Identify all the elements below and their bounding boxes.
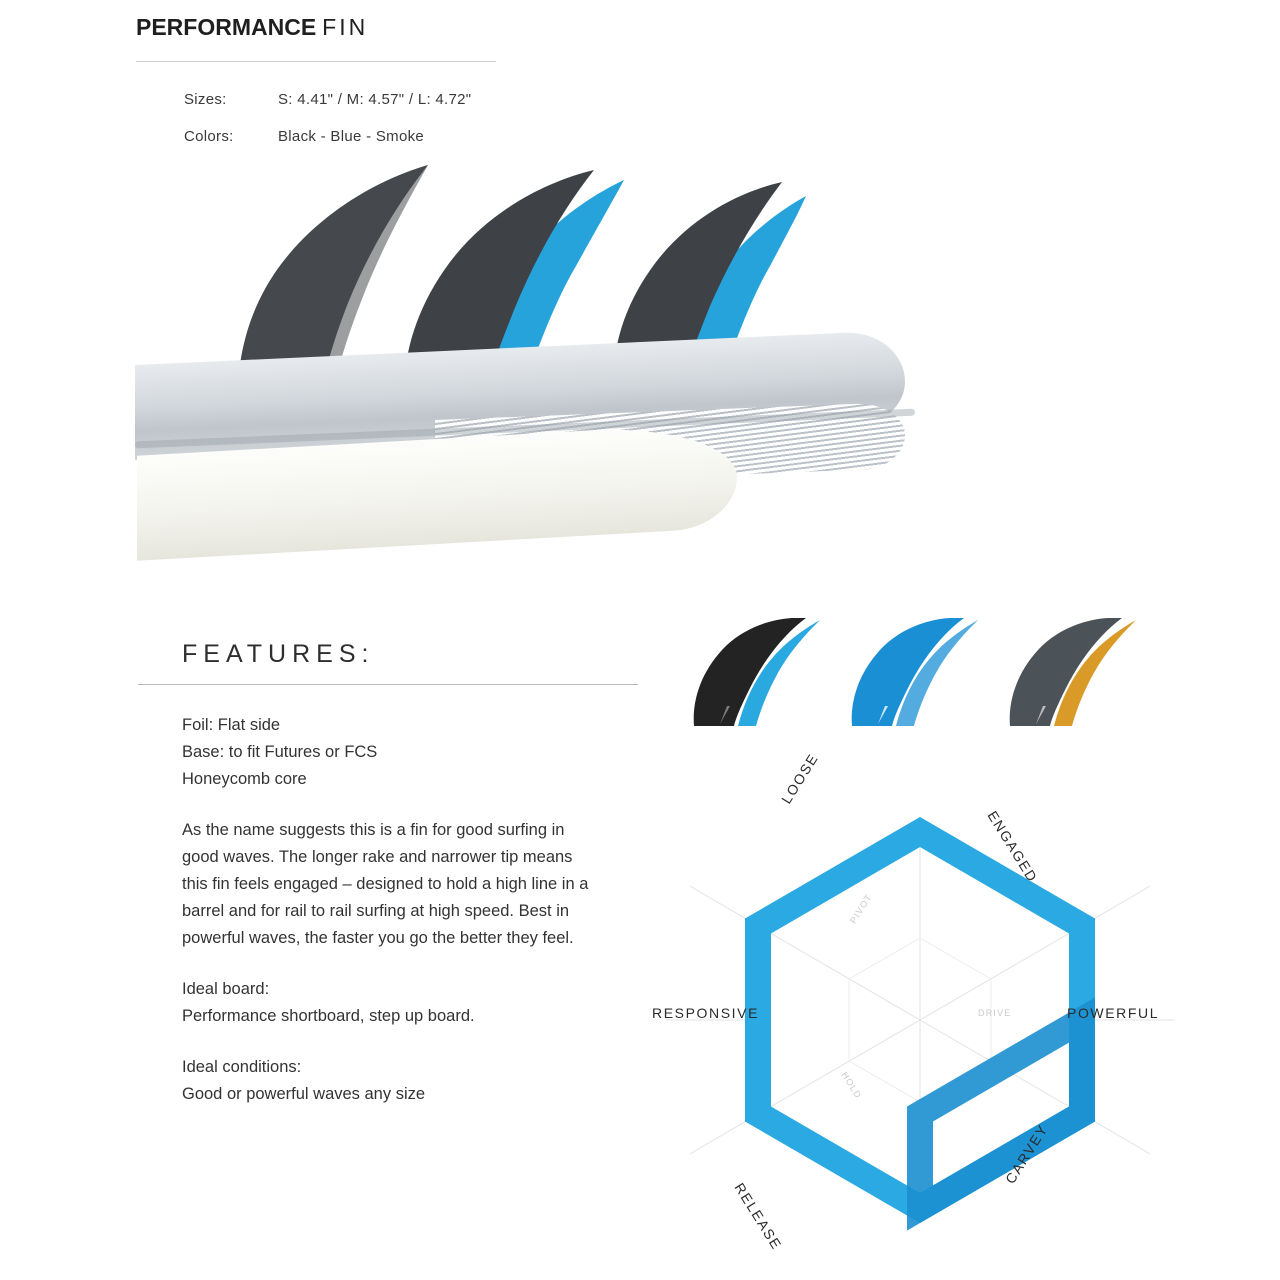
hex-label-engaged: ENGAGED <box>984 808 1042 886</box>
ideal-conditions-block <box>182 1054 602 1108</box>
hex-inner-label-pivot: PIVOT <box>848 892 874 926</box>
feature-line-base: Base: to fit Futures or FCS <box>182 743 378 761</box>
color-options-gallery <box>676 618 1156 738</box>
ideal-conditions-value: Good or powerful waves any size <box>182 1085 426 1103</box>
hex-label-responsive: RESPONSIVE <box>652 1005 760 1021</box>
ideal-conditions-label: Ideal conditions: <box>182 1058 302 1076</box>
blue-fin-swatch <box>844 618 994 733</box>
colors-value: Black - Blue - Smoke <box>278 128 425 145</box>
title-block <box>136 14 496 62</box>
features-heading: FEATURES: <box>182 640 375 668</box>
hex-label-powerful: POWERFUL <box>1067 1005 1160 1021</box>
smoke-fin-swatch <box>1002 618 1152 733</box>
hex-inner-label-hold: HOLD <box>839 1070 864 1101</box>
feature-line-core: Honeycomb core <box>182 770 307 788</box>
sizes-value: S: 4.41" / M: 4.57" / L: 4.72" <box>278 91 472 108</box>
ideal-board-value: Performance shortboard, step up board. <box>182 1007 475 1025</box>
feature-line-foil: Foil: Flat side <box>182 716 281 734</box>
hex-label-loose: LOOSE <box>778 750 822 807</box>
colors-label: Colors: <box>184 128 234 145</box>
page-title-light: FIN <box>322 14 369 40</box>
performance-hexagon-chart <box>630 750 1210 1280</box>
ideal-board-block <box>182 976 602 1030</box>
surfboard-body <box>135 365 905 550</box>
page-title-bold: PERFORMANCE <box>136 14 317 40</box>
title-divider <box>136 61 496 62</box>
page-title <box>136 14 496 41</box>
hero-product-image <box>130 165 920 565</box>
hexagon-chart-svg <box>630 780 1210 1280</box>
ideal-board-label: Ideal board: <box>182 980 270 998</box>
hex-label-carvey: CARVEY <box>1002 1121 1052 1187</box>
hex-label-release: RELEASE <box>731 1180 786 1253</box>
sizes-label: Sizes: <box>184 91 227 108</box>
hex-inner-label-drive: DRIVE <box>978 1008 1012 1018</box>
features-description: As the name suggests this is a fin for good surfing in good waves. The longer rake and narrower tip means this fin feels engaged – designed to hold a high line in a barrel and for rail to rail surfing at high speed. Best in powerful waves, the faster you go the better they feel. <box>182 821 589 947</box>
features-spec-list <box>182 712 602 793</box>
features-body <box>182 712 602 1132</box>
black-fin-swatch <box>686 618 836 733</box>
features-divider <box>138 684 638 685</box>
